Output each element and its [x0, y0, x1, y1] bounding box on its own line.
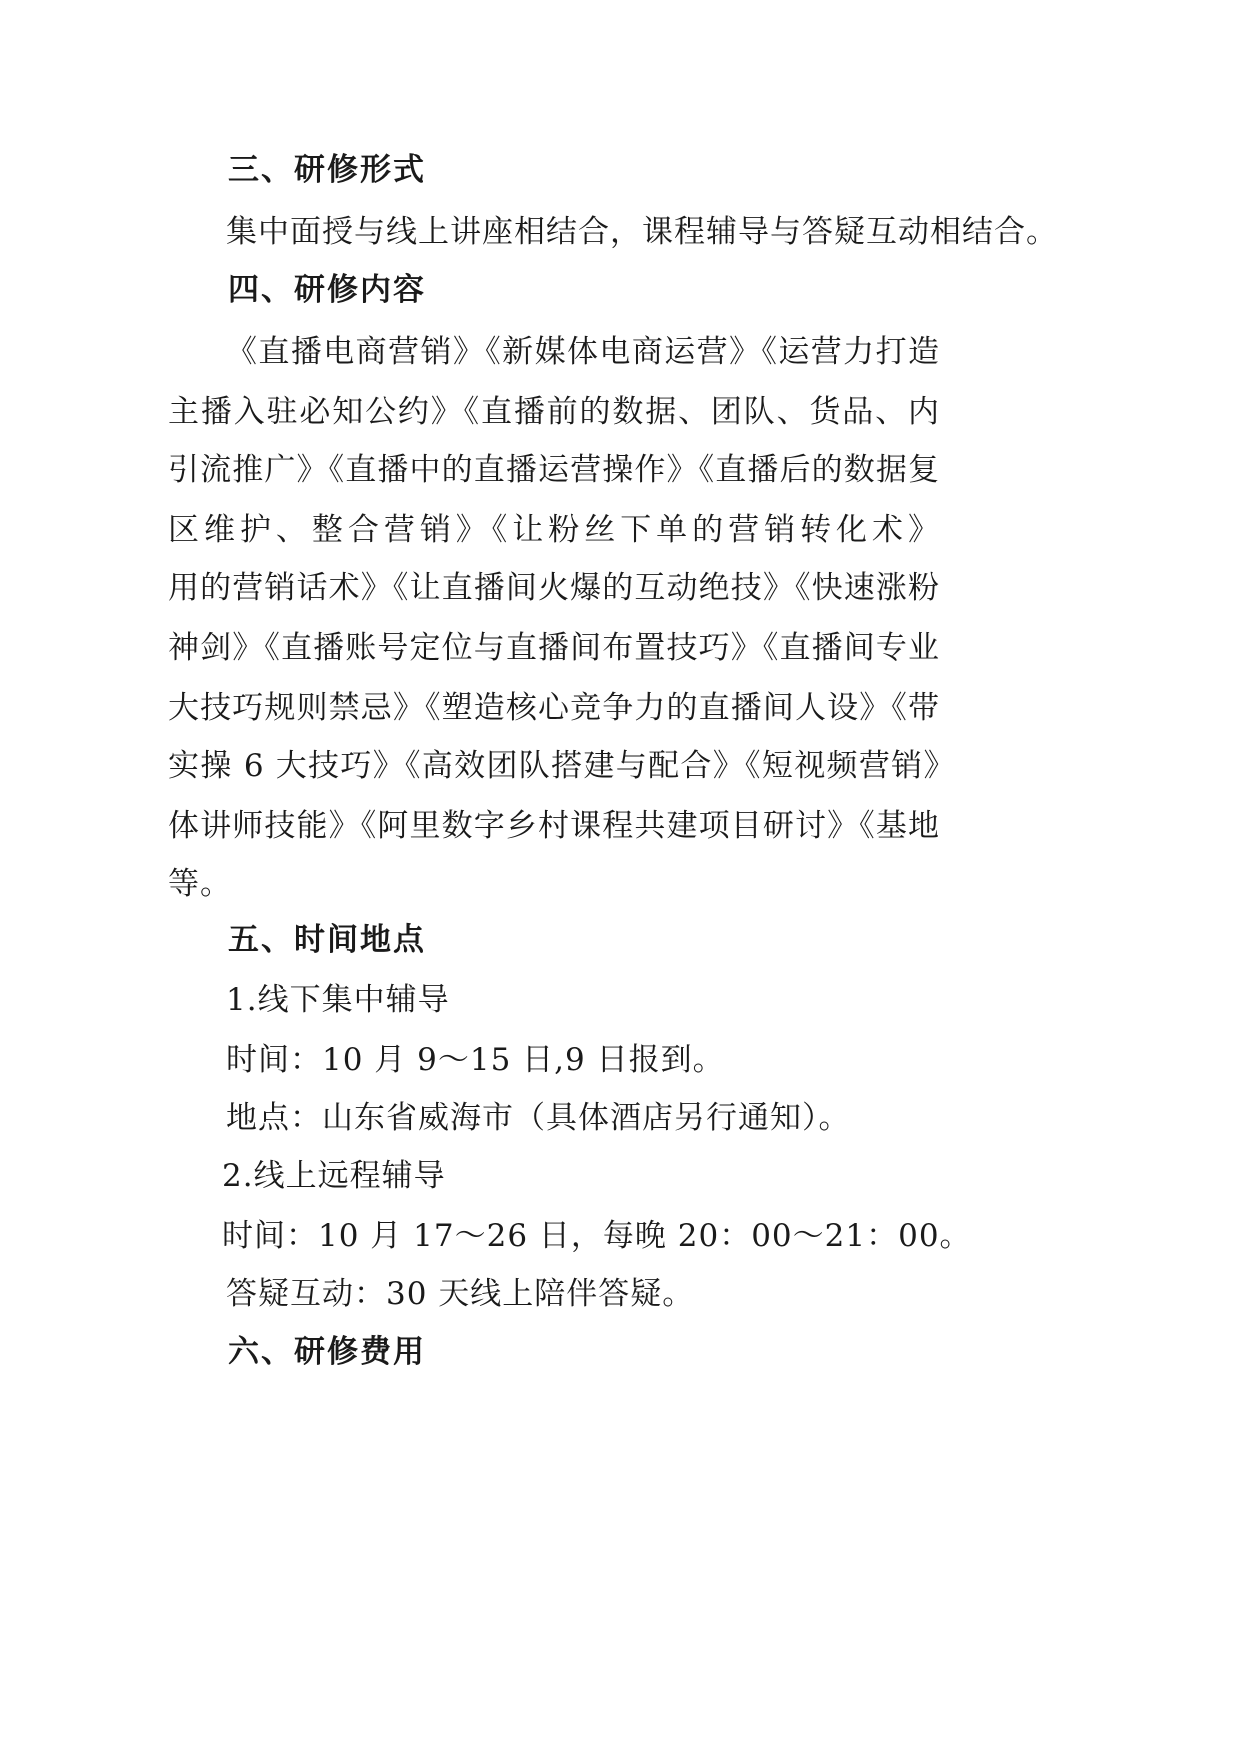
section-4-line-6: 神剑》《直播账号定位与直播间布置技巧》《直播间专业	[168, 630, 940, 666]
qa-note: 答疑互动：30 天线上陪伴答疑。	[226, 1276, 695, 1312]
section-4-heading: 四、研修内容	[228, 272, 426, 308]
online-title: 2.线上远程辅导	[222, 1158, 446, 1194]
offline-place: 地点：山东省威海市（具体酒店另行通知）。	[226, 1100, 851, 1136]
section-4-line-8: 实操 6 大技巧》《高效团队搭建与配合》《短视频营销》	[168, 748, 940, 784]
section-4-line-5: 用的营销话术》《让直播间火爆的互动绝技》《快速涨粉	[168, 570, 940, 606]
section-4-line-7: 大技巧规则禁忌》《塑造核心竞争力的直播间人设》《带	[168, 690, 940, 726]
section-4-line-2: 主播入驻必知公约》《直播前的数据、团队、货品、内	[168, 394, 940, 430]
section-6-heading: 六、研修费用	[228, 1334, 426, 1370]
offline-time: 时间：10 月 9～15 日,9 日报到。	[226, 1042, 725, 1078]
online-time: 时间：10 月 17～26 日，每晚 20：00～21：00。	[222, 1218, 972, 1254]
section-5-heading: 五、时间地点	[228, 922, 426, 958]
section-3-body: 集中面授与线上讲座相结合，课程辅导与答疑互动相结合。	[226, 214, 1058, 250]
section-3-heading: 三、研修形式	[228, 152, 426, 188]
section-4-line-9: 体讲师技能》《阿里数字乡村课程共建项目研讨》《基地	[168, 808, 940, 844]
section-4-line-10: 等。	[168, 866, 232, 902]
section-4-line-3: 引流推广》《直播中的直播运营操作》《直播后的数据复	[168, 452, 940, 488]
section-4-line-1: 《直播电商营销》《新媒体电商运营》《运营力打造	[226, 334, 940, 370]
offline-title: 1.线下集中辅导	[226, 982, 450, 1018]
section-4-line-4: 区维护、整合营销》《让粉丝下单的营销转化术》	[168, 512, 940, 548]
